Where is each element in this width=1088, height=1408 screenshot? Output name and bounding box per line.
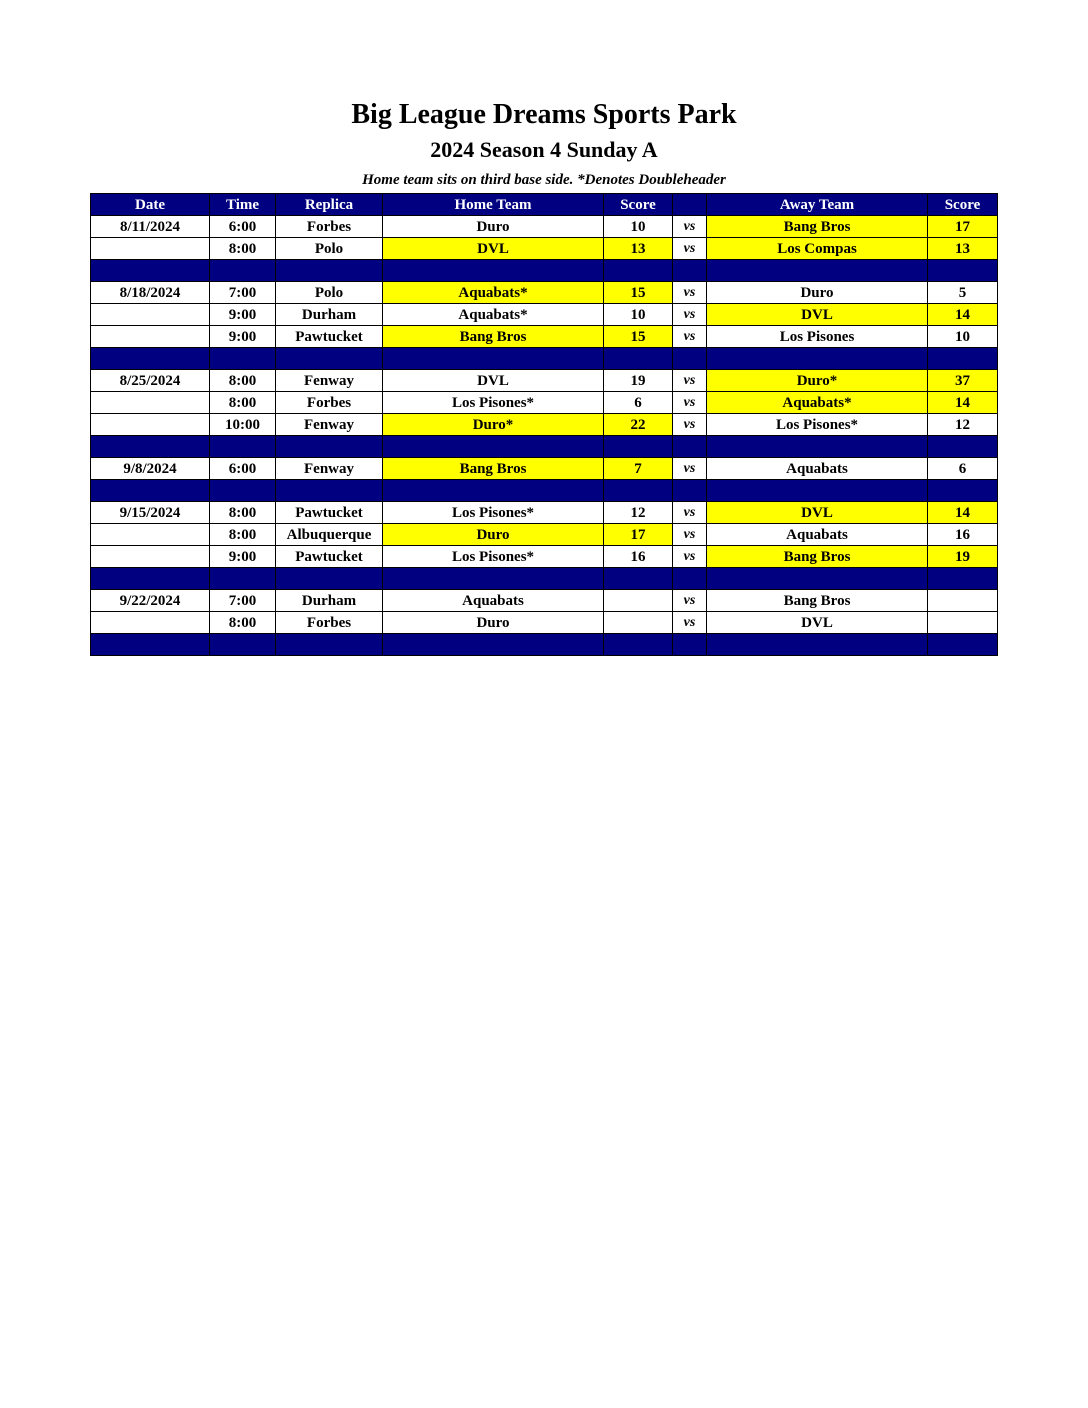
separator-cell [91,348,210,370]
separator-cell [928,634,998,656]
replica-cell: Pawtucket [276,546,383,568]
schedule-table [90,193,998,656]
column-header-home-score: Score [604,194,673,216]
time-cell: 8:00 [210,392,276,414]
home-score-cell [604,612,673,634]
replica-cell: Fenway [276,370,383,392]
time-cell: 8:00 [210,502,276,524]
time-cell: 8:00 [210,370,276,392]
home-score-cell: 15 [604,282,673,304]
separator-cell [928,568,998,590]
separator-cell [276,568,383,590]
time-cell: 7:00 [210,590,276,612]
time-cell: 6:00 [210,458,276,480]
away-score-cell: 37 [928,370,998,392]
game-row [91,458,998,480]
home-score-cell: 17 [604,524,673,546]
vs-cell: vs [673,458,707,480]
date-cell [91,392,210,414]
column-header-vs [673,194,707,216]
game-row [91,304,998,326]
home-score-cell: 10 [604,216,673,238]
separator-cell [276,436,383,458]
away-team-cell: DVL [707,304,928,326]
date-cell: 8/18/2024 [91,282,210,304]
separator-cell [604,480,673,502]
replica-cell: Albuquerque [276,524,383,546]
away-score-cell: 12 [928,414,998,436]
home-score-cell: 15 [604,326,673,348]
away-team-cell: Aquabats [707,458,928,480]
separator-cell [673,260,707,282]
separator-cell [210,634,276,656]
vs-cell: vs [673,612,707,634]
away-team-cell: Los Pisones [707,326,928,348]
separator-cell [383,568,604,590]
game-row [91,282,998,304]
separator-cell [928,436,998,458]
separator-cell [276,480,383,502]
separator-cell [928,260,998,282]
separator-cell [91,634,210,656]
away-score-cell: 10 [928,326,998,348]
separator-cell [276,348,383,370]
week-separator-row [91,568,998,590]
separator-cell [91,436,210,458]
game-row [91,524,998,546]
home-score-cell [604,590,673,612]
game-row [91,612,998,634]
vs-cell: vs [673,282,707,304]
week-separator-row [91,634,998,656]
column-header-replica: Replica [276,194,383,216]
game-row [91,546,998,568]
away-team-cell: DVL [707,502,928,524]
date-cell [91,326,210,348]
vs-cell: vs [673,216,707,238]
home-team-cell: Los Pisones* [383,392,604,414]
time-cell: 7:00 [210,282,276,304]
home-team-cell: Duro [383,612,604,634]
separator-cell [707,568,928,590]
home-score-cell: 10 [604,304,673,326]
doubleheader-note: Home team sits on third base side. *Denotes Doubleheader [362,172,726,188]
separator-cell [604,436,673,458]
away-score-cell: 14 [928,304,998,326]
separator-cell [673,568,707,590]
vs-cell: vs [673,546,707,568]
separator-cell [210,568,276,590]
away-score-cell: 14 [928,502,998,524]
column-header-time: Time [210,194,276,216]
home-team-cell: Aquabats* [383,282,604,304]
replica-cell: Forbes [276,216,383,238]
vs-cell: vs [673,392,707,414]
replica-cell: Durham [276,304,383,326]
home-score-cell: 19 [604,370,673,392]
away-score-cell: 14 [928,392,998,414]
separator-cell [673,348,707,370]
away-score-cell: 17 [928,216,998,238]
week-separator-row [91,260,998,282]
home-score-cell: 12 [604,502,673,524]
separator-cell [91,260,210,282]
home-team-cell: Duro [383,524,604,546]
game-row [91,392,998,414]
replica-cell: Pawtucket [276,326,383,348]
away-team-cell: Bang Bros [707,546,928,568]
home-team-cell: Aquabats* [383,304,604,326]
away-team-cell: Los Compas [707,238,928,260]
away-team-cell: Duro [707,282,928,304]
separator-cell [604,348,673,370]
separator-cell [210,436,276,458]
separator-cell [383,634,604,656]
game-row [91,326,998,348]
page-subtitle: 2024 Season 4 Sunday A [430,137,658,162]
date-cell: 8/25/2024 [91,370,210,392]
replica-cell: Forbes [276,392,383,414]
page-title: Big League Dreams Sports Park [351,99,737,130]
date-cell: 8/11/2024 [91,216,210,238]
replica-cell: Durham [276,590,383,612]
time-cell: 10:00 [210,414,276,436]
date-cell [91,612,210,634]
separator-cell [91,568,210,590]
replica-cell: Pawtucket [276,502,383,524]
date-cell: 9/22/2024 [91,590,210,612]
time-cell: 8:00 [210,612,276,634]
replica-cell: Polo [276,282,383,304]
date-cell: 9/15/2024 [91,502,210,524]
away-score-cell [928,612,998,634]
time-cell: 9:00 [210,304,276,326]
home-team-cell: Duro [383,216,604,238]
away-score-cell: 13 [928,238,998,260]
date-cell: 9/8/2024 [91,458,210,480]
week-separator-row [91,348,998,370]
away-score-cell [928,590,998,612]
away-team-cell: DVL [707,612,928,634]
date-cell [91,304,210,326]
vs-cell: vs [673,414,707,436]
time-cell: 9:00 [210,546,276,568]
separator-cell [707,480,928,502]
separator-cell [383,260,604,282]
game-row [91,370,998,392]
home-score-cell: 22 [604,414,673,436]
date-cell [91,238,210,260]
replica-cell: Fenway [276,458,383,480]
home-score-cell: 13 [604,238,673,260]
date-cell [91,414,210,436]
replica-cell: Polo [276,238,383,260]
away-team-cell: Aquabats [707,524,928,546]
away-team-cell: Duro* [707,370,928,392]
separator-cell [604,634,673,656]
time-cell: 8:00 [210,238,276,260]
home-team-cell: Aquabats [383,590,604,612]
column-header-home-team: Home Team [383,194,604,216]
week-separator-row [91,436,998,458]
home-score-cell: 16 [604,546,673,568]
separator-cell [604,260,673,282]
date-cell [91,546,210,568]
separator-cell [276,634,383,656]
separator-cell [210,348,276,370]
home-team-cell: DVL [383,238,604,260]
separator-cell [276,260,383,282]
separator-cell [928,348,998,370]
separator-cell [383,480,604,502]
time-cell: 6:00 [210,216,276,238]
separator-cell [210,480,276,502]
away-team-cell: Aquabats* [707,392,928,414]
week-separator-row [91,480,998,502]
home-score-cell: 6 [604,392,673,414]
home-team-cell: Bang Bros [383,326,604,348]
separator-cell [210,260,276,282]
separator-cell [383,436,604,458]
separator-cell [673,634,707,656]
separator-cell [928,480,998,502]
game-row [91,238,998,260]
vs-cell: vs [673,370,707,392]
home-team-cell: Bang Bros [383,458,604,480]
separator-cell [707,260,928,282]
replica-cell: Fenway [276,414,383,436]
home-team-cell: Duro* [383,414,604,436]
home-team-cell: Los Pisones* [383,502,604,524]
away-team-cell: Bang Bros [707,216,928,238]
home-team-cell: DVL [383,370,604,392]
separator-cell [383,348,604,370]
separator-cell [707,634,928,656]
column-header-away-team: Away Team [707,194,928,216]
separator-cell [673,436,707,458]
separator-cell [673,480,707,502]
vs-cell: vs [673,590,707,612]
away-team-cell: Bang Bros [707,590,928,612]
vs-cell: vs [673,524,707,546]
column-header-date: Date [91,194,210,216]
separator-cell [604,568,673,590]
replica-cell: Forbes [276,612,383,634]
vs-cell: vs [673,502,707,524]
schedule-body [91,216,998,656]
separator-cell [707,436,928,458]
column-header-away-score: Score [928,194,998,216]
away-score-cell: 5 [928,282,998,304]
time-cell: 8:00 [210,524,276,546]
vs-cell: vs [673,238,707,260]
away-score-cell: 19 [928,546,998,568]
time-cell: 9:00 [210,326,276,348]
vs-cell: vs [673,326,707,348]
separator-cell [91,480,210,502]
vs-cell: vs [673,304,707,326]
home-score-cell: 7 [604,458,673,480]
game-row [91,414,998,436]
table-header-row [91,194,998,216]
game-row [91,502,998,524]
date-cell [91,524,210,546]
separator-cell [707,348,928,370]
away-score-cell: 6 [928,458,998,480]
away-score-cell: 16 [928,524,998,546]
game-row [91,216,998,238]
away-team-cell: Los Pisones* [707,414,928,436]
game-row [91,590,998,612]
home-team-cell: Los Pisones* [383,546,604,568]
